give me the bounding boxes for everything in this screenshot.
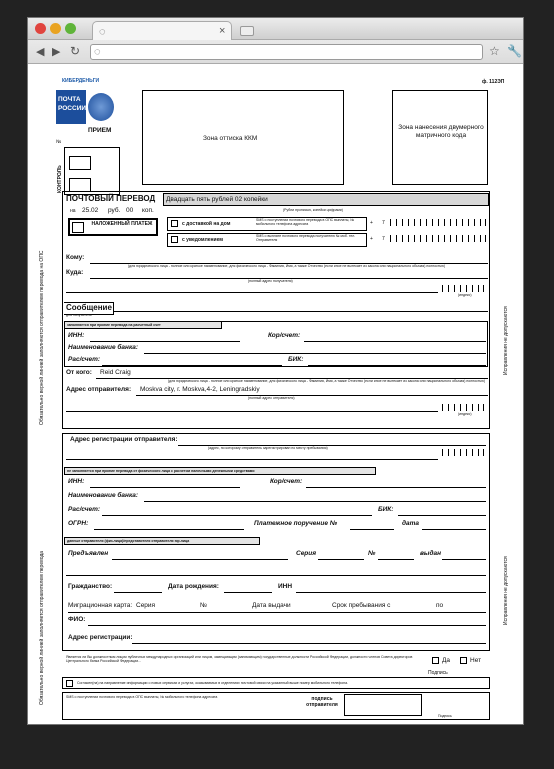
yes-label: Да	[442, 657, 451, 664]
number-label: №	[56, 139, 62, 145]
rep-header	[64, 537, 260, 545]
page-favicon-icon: ◌	[99, 26, 106, 38]
presented-label: Предъявлен	[68, 550, 109, 557]
kuda-label: Куда:	[66, 269, 84, 276]
kop-label: коп.	[142, 207, 154, 214]
message-label: Сообщение	[66, 303, 112, 312]
transfer-title: ПОЧТОВЫЙ ПЕРЕВОД	[66, 194, 156, 203]
fill-cash-header	[64, 467, 376, 475]
series-line[interactable]	[318, 559, 364, 560]
index-hint-2: (индекс)	[458, 412, 472, 416]
back-icon[interactable]: ◀	[36, 46, 45, 58]
bank-label: Наименование банка:	[68, 344, 139, 351]
migr-number-label: №	[200, 602, 207, 609]
birthdate-label: Дата рождения:	[168, 583, 219, 590]
fill-recv-label: заполняется при приеме перевода на расчетный счет	[67, 323, 161, 327]
inn2-line[interactable]	[90, 487, 240, 488]
sms1-label: SMS о поступлении почтового перевода в ОПС выплаты, № мобильного телефона адресата	[256, 218, 355, 226]
notice-row	[167, 233, 367, 247]
stay-label: Срок пребывания с	[332, 602, 391, 609]
phone-cells-1[interactable]	[390, 219, 486, 226]
bik2-label: БИК:	[378, 506, 394, 513]
sender-addr-label: Адрес отправителя:	[66, 386, 132, 393]
message-sub: для получателя	[66, 313, 92, 317]
sender-addr-line[interactable]	[136, 395, 488, 396]
citizenship-line[interactable]	[114, 592, 162, 593]
kuda-line-2[interactable]	[66, 292, 438, 293]
issued-line[interactable]	[442, 559, 486, 560]
close-window-icon[interactable]	[35, 23, 46, 34]
reload-icon[interactable]: ↻	[70, 44, 81, 58]
home-delivery-checkbox[interactable]	[171, 220, 178, 227]
zoom-window-icon[interactable]	[65, 23, 76, 34]
phone-cells-2[interactable]	[390, 235, 486, 242]
reg-addr-label: Адрес регистрации отправителя:	[70, 436, 178, 443]
consent-text: Согласен(на) на направление информации о новых сервисах и услугах, оказываемых в отделениях почтовой связи на указанный выше номер мобильного телефона.	[77, 681, 349, 685]
priem-label: ПРИЕМ	[88, 127, 112, 134]
kkm-zone-label: Зона оттиска ККМ	[203, 135, 258, 142]
message-line[interactable]	[114, 311, 488, 312]
bik2-line[interactable]	[398, 515, 486, 516]
po-date-line[interactable]	[422, 529, 486, 530]
wrench-icon[interactable]: 🔧	[507, 44, 522, 58]
ogrn-label: ОГРН:	[68, 520, 89, 527]
side-left-bottom: Обязательно верной линией заполняется отправителем перевода	[39, 550, 45, 705]
amount-words-field[interactable]	[163, 193, 489, 206]
migr-series-label: Серия	[136, 602, 156, 609]
browser-window	[27, 17, 524, 725]
sms-agreement-text: SMS о поступлении почтового перевода в ОПС выплаты, № мобильного телефона адресата	[66, 695, 218, 699]
bank2-line[interactable]	[144, 501, 486, 502]
doc-number-line[interactable]	[378, 559, 414, 560]
home-delivery-row	[167, 217, 367, 231]
home-delivery-label: с доставкой на дом	[182, 221, 231, 227]
fio-line[interactable]	[88, 625, 486, 626]
rep-title: данные отправителя (физ.лица)/представителя отправителя юр.лица	[67, 539, 190, 543]
issued-label: выдан	[420, 550, 442, 557]
presented-line[interactable]	[112, 559, 288, 560]
logo-text-2: РОССИИ	[58, 105, 87, 112]
migr-label: Миграционная карта:	[68, 602, 133, 609]
form-page	[28, 65, 523, 725]
bank-line[interactable]	[144, 353, 486, 354]
foreign-official-text: Является ли Вы должностным лицом публичных международных организаций или лицом, замещающим (занимающим) государственные должности Российской Федерации, должности членов Совета директоров Центрального банка Российской Федерации...	[66, 655, 413, 664]
consent-row	[62, 677, 490, 689]
address-bar[interactable]	[90, 44, 483, 60]
kkm-zone	[142, 90, 344, 185]
forward-icon[interactable]: ▶	[52, 46, 61, 58]
cod-label: НАЛОЖЕННЫЙ ПЛАТЕЖ	[91, 221, 153, 227]
fill-recv-header	[64, 321, 222, 329]
new-tab-button[interactable]	[240, 26, 254, 36]
cod-button[interactable]	[68, 218, 158, 236]
yes-checkbox[interactable]	[432, 657, 439, 664]
signature-label-1: Подпись	[428, 670, 448, 676]
from-hint: (для юридического лица - полное или краткое наименование, для физического лица - Фамилия, Имя, а также Отчество (если иное не вытекает из закона или национального обычая) полностью)	[168, 379, 486, 383]
fill-cash-label: не заполняется при приеме перевода от физического лица с расчетом наличными денежными средствами	[67, 469, 255, 473]
bik-label: БИК:	[288, 356, 304, 363]
stay-to-label: по	[436, 602, 444, 609]
sender-name[interactable]: Reid Craig	[100, 369, 131, 376]
reg-addr2-line[interactable]	[132, 643, 486, 644]
sender-signature-box[interactable]	[344, 694, 422, 716]
po-date-label: дата	[402, 520, 420, 527]
minimize-window-icon[interactable]	[50, 23, 61, 34]
series-label: Серия	[296, 550, 317, 557]
bik-line[interactable]	[308, 365, 486, 366]
plus-1: +	[370, 220, 373, 226]
kuda-hint: (полный адрес получателя)	[248, 279, 293, 283]
signature-label-2: Подпись	[438, 714, 452, 718]
inn3-label: ИНН	[278, 583, 293, 590]
rub-label: руб.	[108, 207, 121, 214]
reg-hint: (адрес, по которому отправитель зарегистрирован по месту пребывания)	[208, 446, 328, 450]
birthdate-line[interactable]	[224, 592, 272, 593]
control-box	[64, 147, 120, 195]
korschet2-label: Кор/счет:	[270, 478, 303, 485]
amount-kop[interactable]: 00	[126, 207, 134, 214]
sender-addr-line-2[interactable]	[66, 411, 438, 412]
migr-line[interactable]	[68, 612, 486, 613]
rasschet2-label: Рас/счет:	[68, 506, 101, 513]
komu-label: Кому:	[66, 254, 85, 261]
issue-date-label: Дата выдачи	[252, 602, 291, 609]
no-checkbox[interactable]	[460, 657, 467, 664]
rasschet-line[interactable]	[102, 365, 282, 366]
reg-index-cells[interactable]	[442, 449, 484, 456]
consent-checkbox[interactable]	[66, 680, 73, 687]
form-number: ф. 112ЭП	[482, 79, 505, 85]
sender-addr-hint: (полный адрес отправителя)	[248, 396, 295, 400]
inn3-line[interactable]	[296, 592, 486, 593]
ogrn-line[interactable]	[94, 529, 244, 530]
side-left-top: Обязательно верной линией заполняются отправителем перевода на ОПС	[39, 250, 45, 425]
payment-order-label: Платежное поручение №	[254, 520, 338, 527]
browser-toolbar	[28, 40, 523, 64]
control-label: КОНТРОЛЬ	[57, 165, 63, 193]
index-hint-1: (индекс)	[458, 293, 472, 297]
issued-line-2[interactable]	[66, 575, 486, 576]
title-bar	[28, 18, 523, 40]
amount-words: Двадцать пять рублей 02 копейки	[166, 196, 268, 203]
bank2-label: Наименование банка:	[68, 492, 139, 499]
recipient-index-cells[interactable]	[442, 285, 484, 292]
korschet2-line[interactable]	[306, 487, 486, 488]
inn-label: ИНН:	[68, 332, 85, 339]
korschet-line[interactable]	[304, 341, 486, 342]
sms2-label: SMS о выплате почтового перевода получателю № моб. тел. Отправителя	[256, 234, 356, 242]
seven-2: 7	[382, 236, 385, 242]
notice-checkbox[interactable]	[171, 236, 178, 243]
doc-number-label: №	[368, 550, 376, 557]
side-right-top: Исправления не допускаются	[503, 306, 509, 375]
citizenship-label: Гражданство:	[68, 583, 113, 590]
brand-name: КИБЕРДЕНЬГИ	[62, 78, 100, 84]
no-label: Нет	[470, 657, 482, 664]
page-icon: ◌	[94, 46, 101, 58]
side-right-bottom: Исправления не допускаются	[503, 556, 509, 625]
post-logo	[56, 90, 116, 124]
seven-1: 7	[382, 220, 385, 226]
sender-addr[interactable]: Moskva city, г. Moskva,4-2, Leningradskiy	[140, 386, 260, 393]
korschet-label: Кор/счет:	[268, 332, 301, 339]
amount-prefix: на	[70, 208, 76, 214]
notice-label: с уведомлением	[182, 237, 223, 243]
logo-text-1: ПОЧТА	[58, 96, 81, 103]
reg-addr2-label: Адрес регистрации:	[68, 634, 133, 641]
plus-2: +	[370, 236, 373, 242]
amount-hint: (Рубли прописью, копейки цифрами)	[283, 208, 343, 212]
sender-index-cells[interactable]	[442, 404, 484, 411]
komu-hint: (для юридического лица - полное или краткое наименование, для физического лица - Фамилия, Имя, а также Отчество (если иное не вытекает из закона или национального обычая) полностью)	[128, 264, 446, 268]
from-label: От кого:	[66, 369, 92, 376]
rasschet-label: Рас/счет:	[68, 356, 101, 363]
bookmark-star-icon[interactable]: ☆	[489, 44, 500, 58]
inn2-label: ИНН:	[68, 478, 85, 485]
matrix-zone-label: Зона нанесения двумерного матричного кода	[398, 124, 484, 140]
matrix-zone	[392, 90, 488, 185]
fio-label: ФИО:	[68, 616, 86, 623]
payment-order-line[interactable]	[350, 529, 394, 530]
reg-addr-line-2[interactable]	[66, 459, 438, 460]
sender-sign-label: подпись отправителя	[306, 696, 338, 708]
amount-rub[interactable]: 25.02	[82, 207, 99, 214]
inn-line[interactable]	[90, 341, 240, 342]
rasschet2-line[interactable]	[102, 515, 372, 516]
close-tab-icon[interactable]: ×	[219, 25, 226, 37]
browser-tab[interactable]	[92, 21, 232, 40]
eagle-emblem-icon	[88, 93, 114, 121]
